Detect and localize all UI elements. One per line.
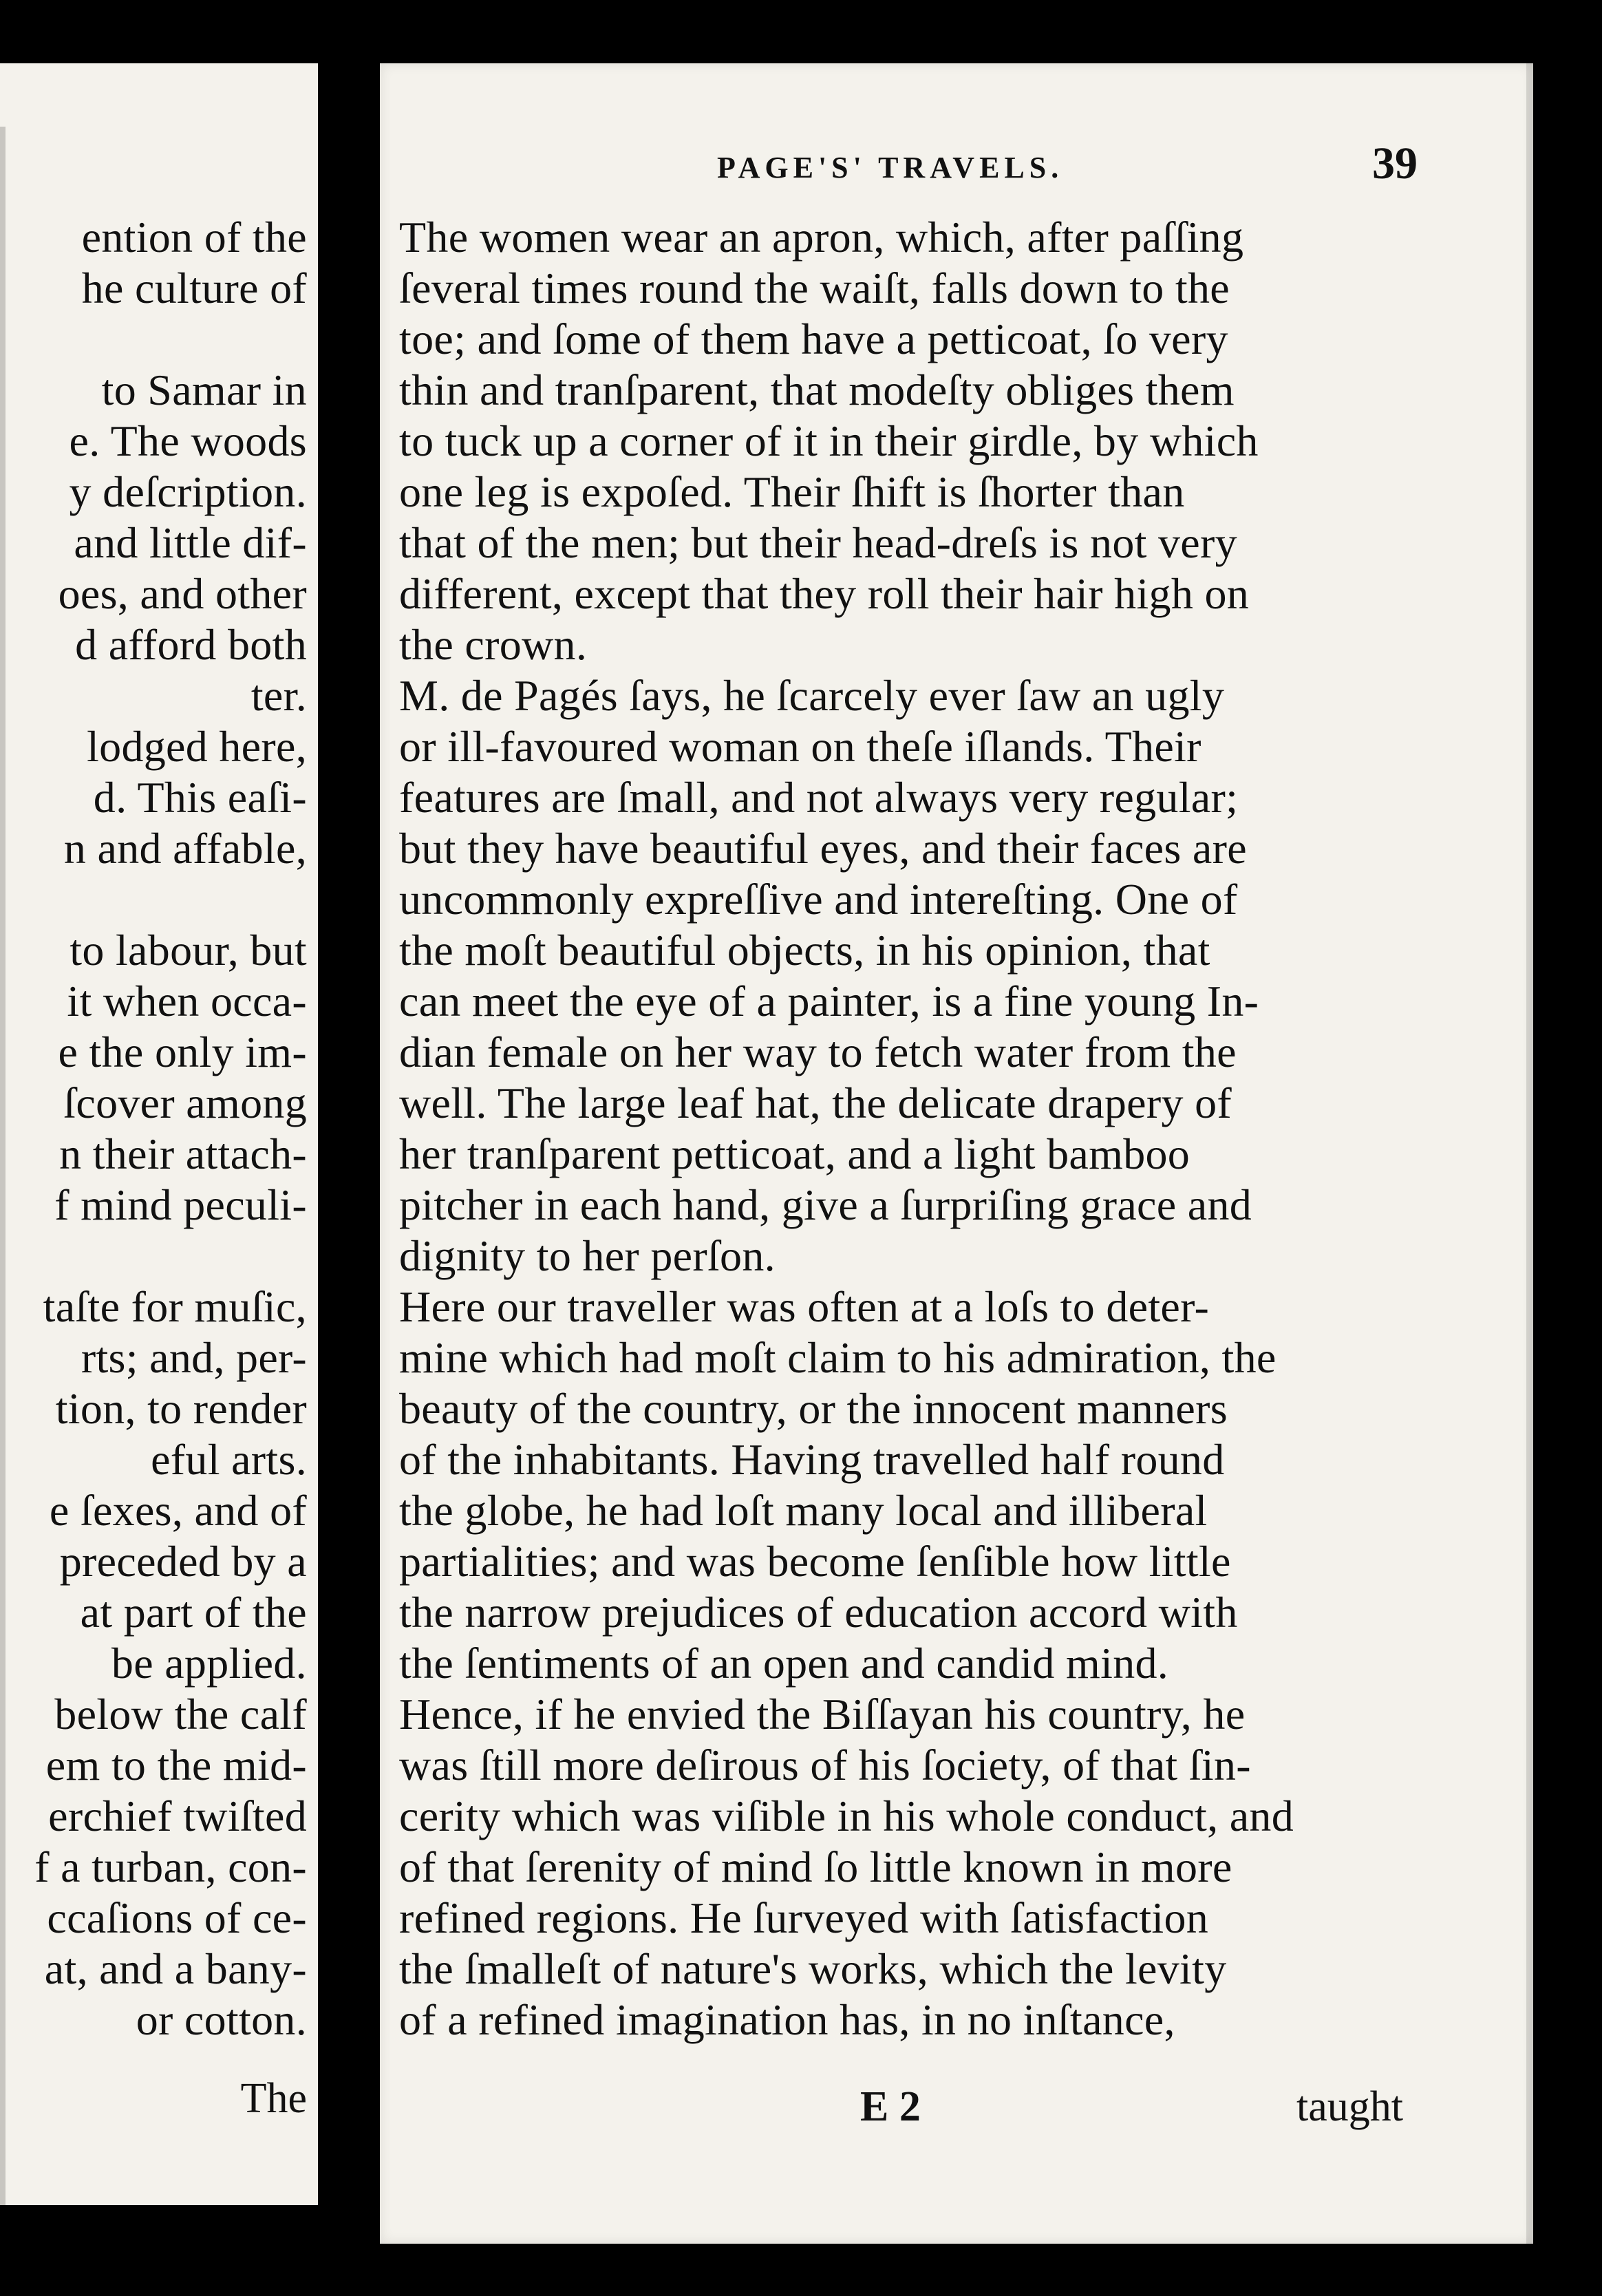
right_page-line: features are ſmall, and not always very regular; — [399, 773, 1239, 822]
left_page-line: ter. — [250, 671, 307, 720]
right_page-line: of that ſerenity of mind ſo little known in more — [399, 1842, 1232, 1891]
right_page-line: the ſmalleſt of nature's works, which the levity — [399, 1944, 1227, 1993]
left_page-line: to Samar in — [101, 365, 307, 414]
right_page-line: ſeveral times round the waiſt, falls down to the — [399, 264, 1230, 312]
left-page-catchword: The — [240, 2075, 307, 2122]
right_page-line: or ill-favoured woman on theſe iſlands. Their — [399, 722, 1202, 771]
left_page-line: eful arts. — [151, 1435, 307, 1484]
left_page-line: ſcover among — [63, 1078, 307, 1127]
right_page-line: cerity which was viſible in his whole conduct, and — [399, 1792, 1294, 1840]
left_page-line: be applied. — [111, 1639, 307, 1688]
running-head: PAGE'S' TRAVELS. — [717, 151, 1064, 184]
right_page-line: that of the men; but their head-dreſs is not very — [399, 518, 1237, 567]
signature-mark: E 2 — [860, 2083, 921, 2130]
left_page-line: he culture of — [81, 264, 307, 312]
left_page-line: d afford both — [75, 620, 307, 669]
left_page-line: below the calf — [54, 1690, 307, 1739]
left_page-line: ention of the — [81, 213, 307, 262]
left_page-line: erchief twiſted — [48, 1792, 307, 1840]
right_page-line: refined regions. He ſurveyed with ſatisfaction — [399, 1893, 1209, 1942]
left_page-line: preceded by a — [59, 1537, 307, 1586]
left_page-line: d. This eaſi- — [93, 773, 307, 822]
left_page-line: n their attach- — [59, 1129, 307, 1178]
page-number: 39 — [1372, 138, 1418, 189]
right_page-line: the ſentiments of an open and candid mind. — [399, 1639, 1169, 1688]
right_page-line: M. de Pagés ſays, he ſcarcely ever ſaw an ugly — [399, 671, 1225, 720]
left_page-line: and little dif- — [74, 518, 307, 567]
right_page-line: dian female on her way to fetch water from the — [399, 1028, 1237, 1076]
right_page-line: Here our traveller was often at a loſs to deter- — [399, 1282, 1210, 1331]
left_page-line: e. The woods — [69, 416, 307, 465]
right_page-line: The women wear an apron, which, after paſſing — [399, 213, 1244, 262]
left_page-line: n and affable, — [63, 824, 307, 873]
right_page-line: thin and tranſparent, that modeſty obliges them — [399, 365, 1235, 414]
left-page — [0, 63, 318, 2205]
book-gutter — [318, 63, 380, 2205]
right_page-line: was ſtill more deſirous of his ſociety, of that ſin- — [399, 1741, 1251, 1789]
left_page-line: y deſcription. — [69, 467, 307, 516]
left_page-line: it when occa- — [67, 977, 307, 1025]
right_page-line: but they have beautiful eyes, and their faces are — [399, 824, 1247, 873]
left_page-line: em to the mid- — [45, 1741, 307, 1789]
right_page-line: Hence, if he envied the Biſſayan his country, he — [399, 1690, 1246, 1739]
left-page-edge — [0, 127, 6, 2205]
catchword: taught — [1296, 2083, 1403, 2130]
right_page-line: toe; and ſome of them have a petticoat, ſo very — [399, 315, 1228, 363]
left_page-line: at, and a bany- — [44, 1944, 307, 1993]
right_page-line: different, except that they roll their hair high on — [399, 569, 1250, 618]
right_page-line: uncommonly expreſſive and intereſting. One of — [399, 875, 1238, 924]
right_page-line: of a refined imagination has, in no inſtance, — [399, 1995, 1175, 2044]
left_page-line: rts; and, per- — [81, 1333, 307, 1382]
right_page-line: well. The large leaf hat, the delicate drapery of — [399, 1078, 1232, 1127]
right_page-line: dignity to her perſon. — [399, 1231, 776, 1280]
left_page-line: lodged here, — [87, 722, 307, 771]
right_page-line: her tranſparent petticoat, and a light bamboo — [399, 1129, 1190, 1178]
left_page-line: ccaſions of ce- — [47, 1893, 307, 1942]
left_page-line: f a turban, con- — [34, 1842, 307, 1891]
right_page-line: beauty of the country, or the innocent manners — [399, 1384, 1228, 1433]
right_page-line: partialities; and was become ſenſible how little — [399, 1537, 1231, 1586]
left_page-line: taſte for muſic, — [43, 1282, 307, 1331]
right_page-line: pitcher in each hand, give a ſurpriſing grace and — [399, 1180, 1252, 1229]
left_page-line: to labour, but — [70, 926, 307, 975]
right-page — [380, 63, 1533, 2244]
right_page-line: the narrow prejudices of education accord with — [399, 1588, 1238, 1637]
right_page-line: mine which had moſt claim to his admiration, the — [399, 1333, 1277, 1382]
left_page-line: tion, to render — [55, 1384, 307, 1433]
left_page-line: e the only im- — [58, 1028, 307, 1076]
left_page-line: e ſexes, and of — [49, 1486, 307, 1535]
right_page-line: the crown. — [399, 620, 588, 669]
left_page-line: at part of the — [80, 1588, 307, 1637]
right_page-line: to tuck up a corner of it in their girdle, by which — [399, 416, 1259, 465]
right_page-line: the globe, he had loſt many local and illiberal — [399, 1486, 1208, 1535]
right_page-line: can meet the eye of a painter, is a fine young In- — [399, 977, 1259, 1025]
left_page-line: f mind peculi- — [54, 1180, 307, 1229]
right_page-line: of the inhabitants. Having travelled half round — [399, 1435, 1225, 1484]
left_page-line: oes, and other — [58, 569, 307, 618]
right_page-line: the moſt beautiful objects, in his opinion, that — [399, 926, 1210, 975]
right_page-line: one leg is expoſed. Their ſhift is ſhorter than — [399, 467, 1185, 516]
right-page-edge — [1526, 63, 1533, 2244]
left_page-line: or cotton. — [136, 1995, 307, 2044]
